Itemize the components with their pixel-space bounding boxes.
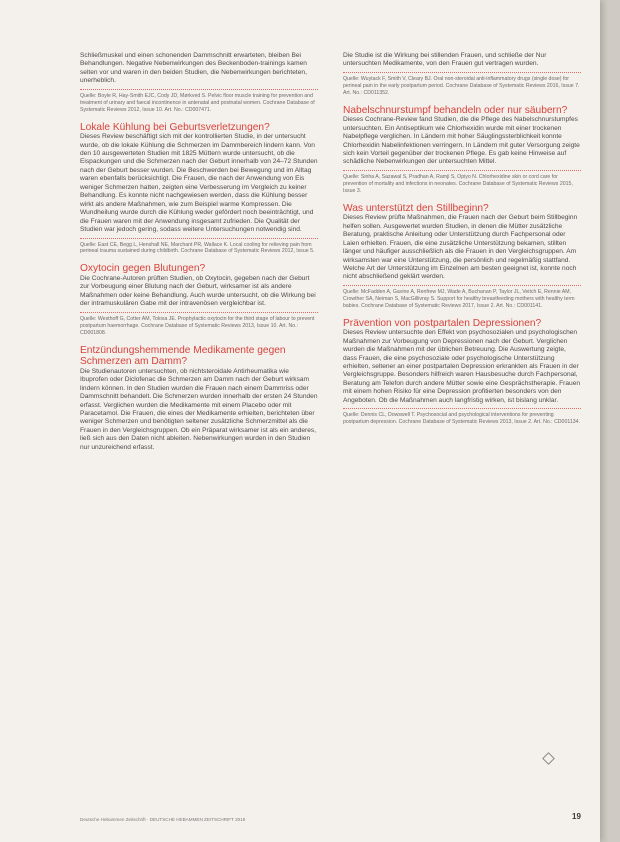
section-source-oxytocin: Quelle: Westhoff G, Cotter AM, Tolosa JE. Prophylactic oxytocin for the third stage of labour to prevent postpartum haemorrhage. Cochrane Database of Systematic Reviews 2013, Issue 10. Art. No.: CD001808. xyxy=(80,315,315,336)
section-body-depression: Dieses Review untersuchte den Effekt von psychosozialen und psychologischen Maßnahmen zur Vorbeugung von Depressionen nach der Geburt. Verglichen wurden die Maßnahmen mit der üblichen Betreuung. Die Auswertung zeigte, dass Frauen, die eine psychosoziale oder psychologische Unterstützung erhielten, seltener an einer postpartalen Depression erkrankten als Frauen in der Vergleichsgruppe. Besonders hilfreich waren Hausbesuche durch Fachpersonal, Beratung am Telefon durch andere Mütter sowie eine Gesprächstherapie. Frauen mit einem hohen Risiko für eine Depression profitierten besonders von den Angeboten. Ob die Maßnahmen auch langfristig wirken, ist bislang unklar. xyxy=(343,329,581,404)
divider xyxy=(343,170,581,171)
section-title-oxytocin: Oxytocin gegen Blutungen? xyxy=(80,263,206,275)
section-title-antiinflammatory: Entzündungshemmende Medikamente gegen Schmerzen am Damm? xyxy=(80,344,286,368)
section-title-depression: Prävention von postpartalen Depressionen? xyxy=(343,317,542,329)
page-footer: Deutsche Hebammen Zeitschrift · DEUTSCHE HEBAMMEN ZEITSCHRIFT 2018 xyxy=(80,817,246,822)
section-title-umbilical: Nabelschnurstumpf behandeln oder nur säubern? xyxy=(343,104,568,116)
left-intro-text: Schließmuskel und einen schonenden Dammschnitt erwarteten, bleiben Bei Behandlungen. Negative Nebenwirkungen des Beckenboden-trainings kamen selten vor und waren in den beiden Studien, die Nebenwirkungen berichteten, unerheblich. xyxy=(80,52,307,85)
section-body-breastfeeding: Dieses Review prüfte Maßnahmen, die Frauen nach der Geburt beim Stillbeginn helfen sollen. Ausgewertet wurden Studien, in denen die Mütter zusätzliche Beratung, praktische Anleitung oder Unterstützung durch Fachpersonal oder Laien erhielten. Frauen, die eine zusätzliche Unterstützung bekamen, stillten länger und häufiger ausschließlich als die Frauen in den Vergleichsgruppen. Am wirksamsten war eine Unterstützung, die persönlich und regelmäßig stattfand. Welche Art der Unterstützung im Einzelnen am besten geeignet ist, konnte noch nicht abschließend geklärt werden. xyxy=(343,214,578,281)
divider xyxy=(343,408,581,409)
section-title-breastfeeding: Was unterstützt den Stillbeginn? xyxy=(343,202,489,214)
left-intro-source: Quelle: Boyle R, Hay-Smith EJC, Cody JD, Mørkved S. Pelvic floor muscle training for prevention and treatment of urinary and faecal incontinence in antenatal and postnatal women. Cochrane Database of Systematic Reviews 2012, Issue 10. Art. No.: CD007471. xyxy=(80,92,315,113)
section-body-cooling: Dieses Review beschäftigt sich mit der kontrollierten Studie, in der untersucht wurde, ob die lokale Kühlung die Schmerzen im Dammbereich lindern kann. Von den 10 ausgewerteten Studien mit 1825 Müttern wurde untersucht, ob die Eispackungen und die Schmerzen nach der Geburt innerhalb von 24–72 Stunden nach der Geburt besser wurden. Die Beschwerden bei Bewegung und im Alltag waren ebenfalls berücksichtigt. Die Frauen, die nach der Anwendung von Eis weniger Schmerzen hatten, zeigten eine Verbesserung im Vergleich zu keiner Behandlung. Es konnte nicht nachgewiesen werden, dass die Kühlung besser wirkt als andere Maßnahmen, wie zum Beispiel warme Kompressen. Die Wundheilung wurde durch die Kühlung weder gefördert noch beeinträchtigt, und die Frauen waren mit der Anwendung insgesamt zufrieden. Die Qualität der Studien war jedoch gering, sodass weitere Untersuchungen notwendig sind. xyxy=(80,133,318,234)
section-body-umbilical: Dieses Cochrane-Review fand Studien, die die Pflege des Nabelschnurstumpfes untersuchten. Ein Antiseptikum wie Chlorhexidin wurde mit einer trockenen Nabelpflege verglichen. In Ländern mit hoher Säuglingssterblichkeit konnte Chlorhexidin Nabelinfektionen verringern. In Ländern mit guter Versorgung zeigte sich kein Vorteil gegenüber der trockenen Pflege. Es gab keine Hinweise auf schädliche Nebenwirkungen der untersuchten Mittel. xyxy=(343,116,580,166)
section-source-umbilical: Quelle: Sinha A, Sazawal S, Pradhan A, Ramji S, Opiyo N. Chlorhexidine skin or cord care for prevention of mortality and infections in neonates. Cochrane Database of Systematic Reviews 2015, Issue 3. xyxy=(343,173,573,194)
divider xyxy=(343,72,581,73)
right-column xyxy=(343,52,581,434)
divider xyxy=(80,89,318,90)
divider xyxy=(80,238,318,239)
section-title-cooling: Lokale Kühlung bei Geburtsverletzungen? xyxy=(80,121,270,133)
left-column xyxy=(80,52,318,460)
divider xyxy=(80,312,318,313)
section-body-antiinflammatory: Die Studienautoren untersuchten, ob nichtsteroidale Antirheumatika wie Ibuprofen oder Diclofenac die Schmerzen am Damm nach der Geburt wirksam lindern können. In den Studien wurden die Frauen nach einem Dammriss oder Dammschnitt behandelt. Die Schmerzen wurden innerhalb der ersten 24 Stunden erfasst. Verglichen wurden die Medikamente mit einem Placebo oder mit Paracetamol. Die Frauen, die eines der Medikamente erhielten, berichteten über weniger Schmerzen und benötigten seltener zusätzliche Schmerzmittel als die Frauen in den Vergleichsgruppen. Ob ein Präparat wirksamer ist als ein anderes, ließ sich aus den Daten nicht ableiten. Nebenwirkungen wurden in den Studien nur unzureichend erfasst. xyxy=(80,367,318,451)
section-source-cooling: Quelle: East CE, Begg L, Henshall NE, Marchant PR, Wallace K. Local cooling for relieving pain from perineal trauma sustained during childbirth. Cochrane Database of Systematic Reviews 2012, Issue 5. xyxy=(80,241,315,255)
section-body-oxytocin: Die Cochrane-Autoren prüften Studien, ob Oxytocin, gegeben nach der Geburt zur Vorbeugung einer Blutung nach der Geburt, wirksamer ist als andere Maßnahmen oder keine Behandlung. Auch wurde untersucht, ob die Wirkung bei der intramuskulären Gabe mit der intravenösen vergleichbar ist. xyxy=(80,274,316,308)
end-mark-icon xyxy=(542,752,555,765)
right-intro-source: Quelle: Wuytack F, Smith V, Cleary BJ. Oral non-steroidal anti-inflammatory drugs (single dose) for perineal pain in the early postpartum period. Cochrane Database of Systematic Reviews 2016, Issue 7. Art. No.: CD011352. xyxy=(343,75,580,96)
divider xyxy=(343,285,581,286)
page-number: 19 xyxy=(572,812,581,821)
right-intro-text: Die Studie ist die Wirkung bei stillenden Frauen, und schließe der Nur untersuchten Medikamente, von den Frauen gut vertragen wurden. xyxy=(343,52,547,68)
section-source-breastfeeding: Quelle: McFadden A, Gavine A, Renfrew MJ, Wade A, Buchanan P, Taylor JL, Veitch E, Rennie AM, Crowther SA, Neiman S, MacGillivray S. Support for healthy breastfeeding mothers with healthy term babies. Cochrane Database of Systematic Reviews 2017, Issue 2. Art. No.: CD001141. xyxy=(343,288,575,309)
section-source-depression: Quelle: Dennis CL, Dowswell T. Psychosocial and psychological interventions for preventing postpartum depression. Cochrane Database of Systematic Reviews 2013, Issue 2. Art. No.: CD001134. xyxy=(343,412,580,426)
